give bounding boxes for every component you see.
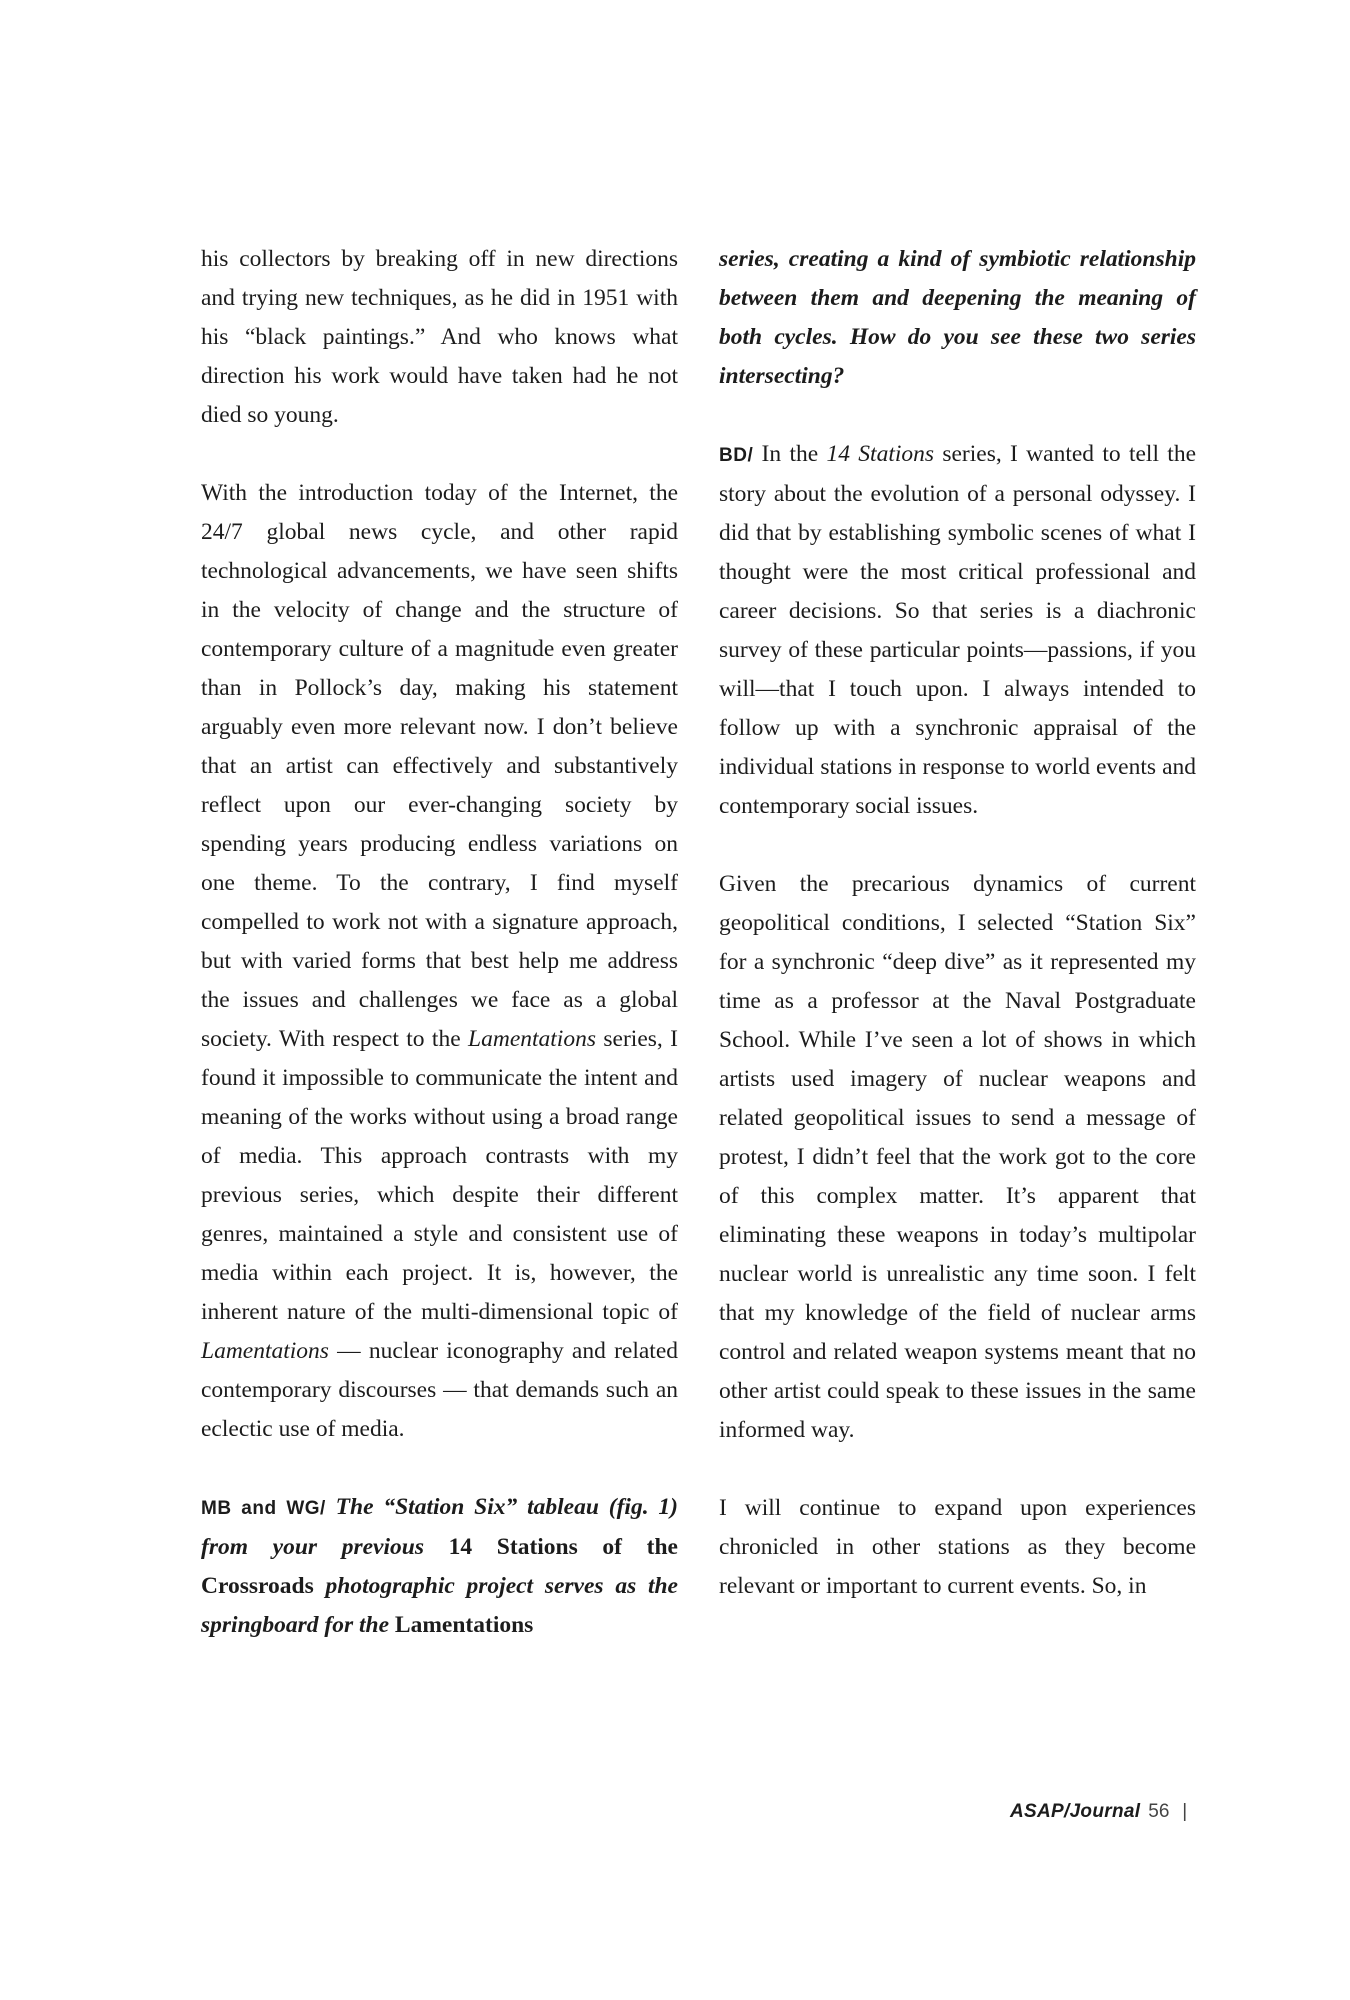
paragraph-text: series, I found it impossible to communicate the intent and meaning of the works without using a broad range of media. This approach contrasts with my previous series, which despite their different genres, maintained a style and consistent use of media within each project. It is, however, the inherent nature of the multi-dimensional topic of [201, 1026, 678, 1325]
project-title-14-stations: 14 Stations of the Crossroads [201, 1534, 678, 1599]
series-title-14-stations: 14 Stations [826, 441, 935, 467]
right-column [719, 240, 1196, 1606]
page-footer [1010, 1800, 1187, 1824]
series-title-lamentations: Lamentations [468, 1026, 596, 1052]
paragraph-text: — nuclear iconography and related contemporary discourses — that demands such an eclectic use of media. [201, 1338, 678, 1442]
question-text: photographic project serves as the springboard for the [201, 1573, 678, 1638]
question-text: The “Station Six” tableau (fig. 1) from your previous [201, 1494, 678, 1560]
paragraph-internet-era [201, 474, 678, 1449]
series-title-lamentations: Lamentations [394, 1612, 534, 1638]
left-column [201, 240, 678, 1645]
page-number: 56 [1148, 1801, 1170, 1822]
paragraph-text: Given the precarious dynamics of current geopolitical conditions, I selected “Station Six” for a synchronic “deep dive” as it represented my time as a professor at the Naval Postgraduate School. While I’ve seen a lot of shows in which artists used imagery of nuclear weapons and related geopolitical issues to send a message of protest, I didn’t feel that the work got to the core of this complex matter. It’s apparent that eliminating these weapons in today’s multipolar nuclear world is unrealistic any time soon. I felt that my knowledge of the field of nuclear arms control and related weapon systems meant that no other artist could speak to these issues in the same informed way. [719, 871, 1196, 1443]
answer-paragraph-14-stations [719, 435, 1196, 826]
series-title-lamentations: Lamentations [201, 1338, 329, 1364]
interview-question [201, 1488, 678, 1645]
page-separator: | [1182, 1801, 1188, 1822]
paragraph-text: With the introduction today of the Internet, the 24/7 global news cycle, and other rapid technological advancements, we have seen shifts in the velocity of change and the structure of contemporary culture of a magnitude even greater than in Pollock’s day, making his statement arguably even more relevant now. I don’t believe that an artist can effectively and substantively reflect upon our ever-changing society by spending years producing endless variations on one theme. To the contrary, I find myself compelled to work not with a signature approach, but with varied forms that best help me address the issues and challenges we face as a global society. With respect to the [201, 480, 678, 1052]
speaker-label: MB and WG/ [201, 1498, 326, 1519]
paragraph-continue-expanding [719, 1489, 1196, 1606]
paragraph-pollock-collectors [201, 240, 678, 435]
speaker-label: BD/ [719, 445, 754, 466]
paragraph-text: I will continue to expand upon experiences chronicled in other stations as they become relevant or important to current events. So, in [719, 1495, 1196, 1599]
interview-question-continued [719, 240, 1196, 396]
journal-name: ASAP/Journal [1010, 1801, 1141, 1822]
paragraph-text: his collectors by breaking off in new directions and trying new techniques, as he did in 1951 with his “black paintings.” And who knows what direction his work would have taken had he not died so young. [201, 246, 678, 428]
paragraph-text: series, I wanted to tell the story about the evolution of a personal odyssey. I did that by establishing symbolic scenes of what I thought were the most critical professional and career decisions. So that series is a diachronic survey of these particular points—passions, if you will—that I touch upon. I always intended to follow up with a synchronic appraisal of the individual stations in response to world events and contemporary social issues. [719, 441, 1196, 819]
question-text: series, creating a kind of symbiotic relationship between them and deepening the meaning of both cycles. How do you see these two series intersecting? [719, 246, 1196, 389]
paragraph-station-six [719, 865, 1196, 1450]
paragraph-text: In the [753, 441, 827, 467]
